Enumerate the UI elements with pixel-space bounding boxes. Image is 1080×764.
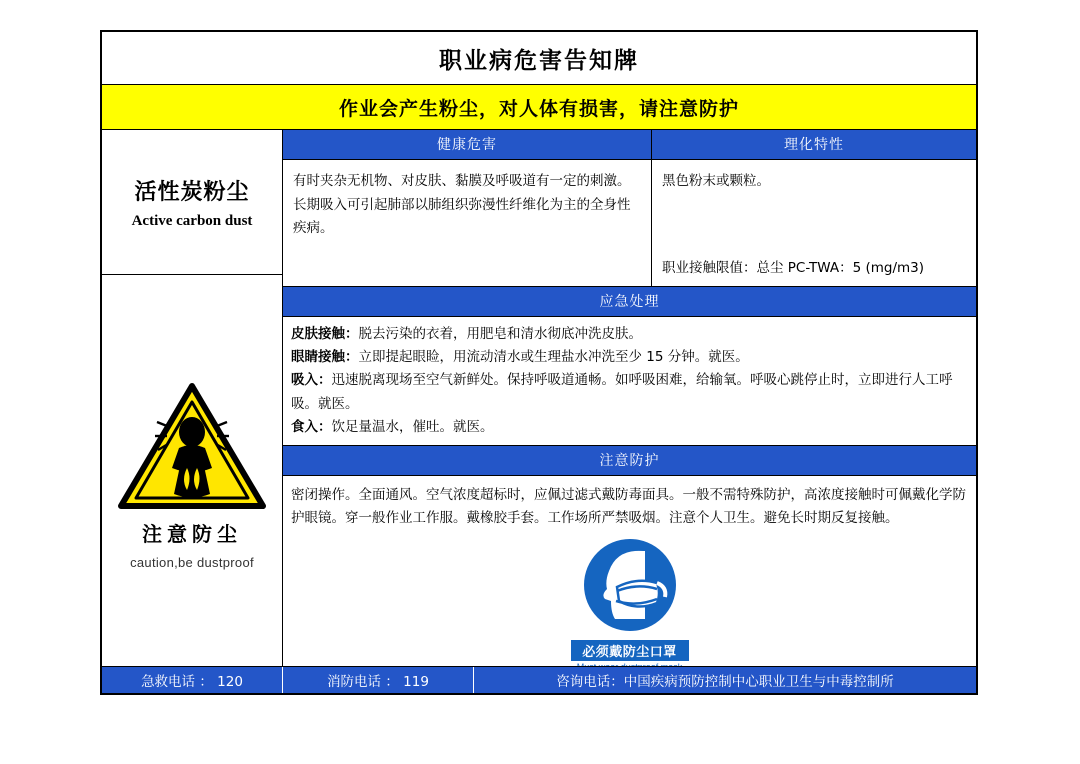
protection-text: 密闭操作。全面通风。空气浓度超标时，应佩过滤式戴防毒面具。一般不需特殊防护，高浓度接触时可佩戴化学防护眼镜。穿一般作业工作服。戴橡胶手套。工作场所严禁吸烟。注意个人卫生。避免长时期反复接触。 (291, 487, 966, 527)
dust-hazard-triangle-icon (117, 380, 267, 512)
emergency-item-text: 脱去污染的衣着，用肥皂和清水彻底冲洗皮肤。 (358, 326, 642, 342)
right-column (283, 130, 976, 666)
mask-sign-area (283, 535, 976, 678)
substance-name-cell (102, 130, 282, 275)
board-body (102, 130, 976, 666)
substance-name-en: Active carbon dust (131, 212, 253, 229)
pictogram-label-en: caution,be dustproof (130, 554, 254, 570)
emergency-item-label: 皮肤接触： (291, 326, 359, 342)
protection-header: 注意防护 (283, 446, 976, 476)
health-hazard-text: 有时夹杂无机物、对皮肤、黏膜及呼吸道有一定的刺激。长期吸入可引起肺部以肺组织弥漫性纤维化为主的全身性疾病。 (293, 173, 631, 237)
page-title: 职业病危害告知牌 (439, 47, 639, 74)
pictogram-label-cn: 注意防尘 (142, 521, 242, 546)
emergency-phone: 急救电话 ： 120 (102, 667, 283, 693)
dust-warning-pictogram (102, 275, 282, 666)
footer-contacts (102, 666, 976, 693)
emergency-item (291, 323, 968, 346)
fire-phone: 消防电话 ： 119 (283, 667, 474, 693)
consult-phone: 咨询电话：中国疾病预防控制中心职业卫生与中毒控制所 (556, 674, 894, 690)
emergency-header: 应急处理 (283, 287, 976, 317)
emergency-item-label: 吸入： (291, 372, 332, 389)
must-wear-dustproof-mask-icon (571, 535, 689, 640)
emergency-item-text: 立即提起眼睑，用流动清水或生理盐水冲洗至少 15 分钟。就医。 (358, 349, 749, 366)
emergency-text (283, 317, 976, 446)
board-title-row (102, 32, 976, 85)
emergency-item-text: 迅速脱离现场至空气新鲜处。保持呼吸道通畅。如呼吸困难，给输氧。呼吸心跳停止时，立即进行人工呼吸。就医。 (291, 372, 953, 412)
left-column (102, 130, 283, 666)
protection-section (283, 446, 976, 677)
physical-chemical-header: 理化特性 (652, 130, 976, 160)
emergency-item-label: 眼睛接触： (291, 349, 359, 366)
emergency-item-text: 饮足量温水，催吐。就医。 (331, 418, 494, 435)
warning-banner (102, 85, 976, 130)
emergency-item (291, 416, 968, 439)
health-hazard-header: 健康危害 (283, 130, 651, 160)
emergency-item-label: 食入： (291, 418, 332, 435)
emergency-section (283, 287, 976, 446)
hazard-notice-board (100, 30, 978, 695)
physical-chemical-cell (652, 130, 976, 286)
warning-text: 作业会产生粉尘，对人体有损害，请注意防护 (338, 97, 739, 120)
health-hazard-cell (283, 130, 652, 286)
substance-name-cn: 活性炭粉尘 (134, 179, 250, 205)
hazard-and-property-row (283, 130, 976, 287)
emergency-item (291, 369, 968, 415)
physical-chemical-text: 黑色粉末或颗粒。 (662, 173, 770, 189)
emergency-item (291, 346, 968, 369)
mask-sign (571, 535, 689, 672)
exposure-limit-text: 职业接触限值：总尘 PC-TWA：5 (mg/m3) (662, 260, 925, 276)
mask-sign-label-cn: 必须戴防尘口罩 (571, 640, 689, 661)
